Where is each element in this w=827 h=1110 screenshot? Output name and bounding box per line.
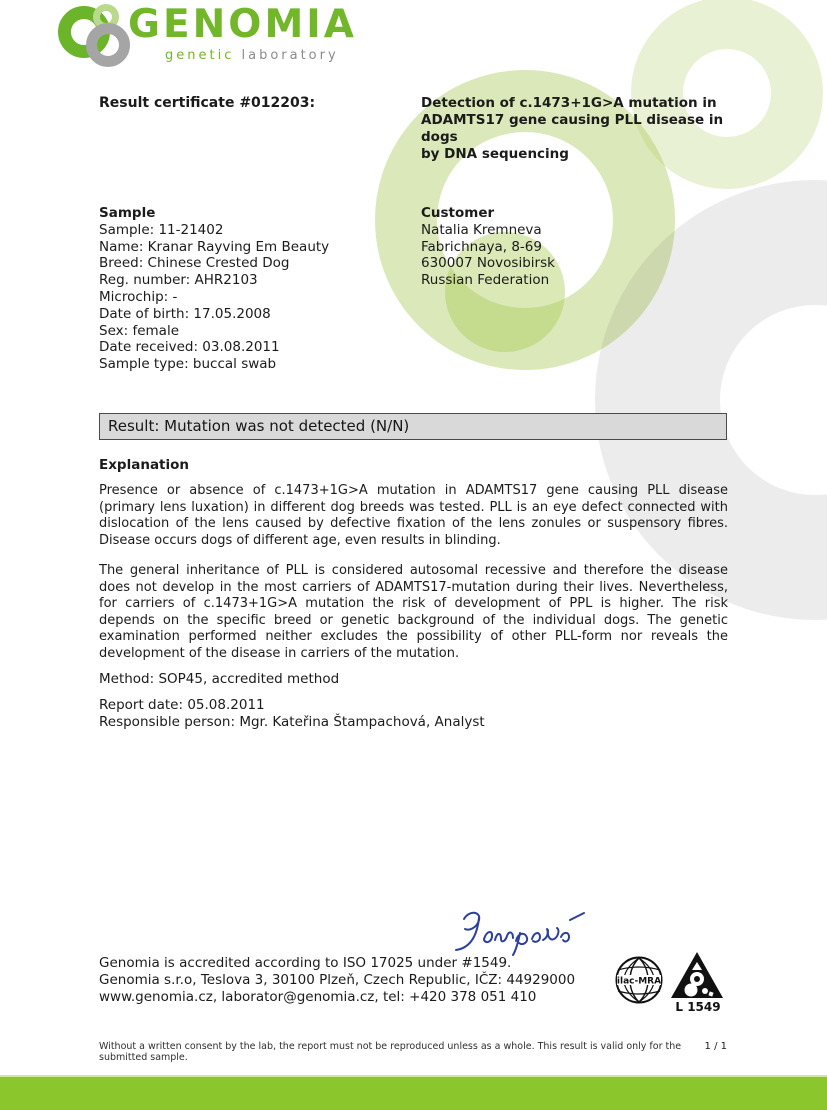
sample-type: Sample type: buccal swab — [99, 356, 277, 373]
explanation-paragraph-1: Presence or absence of c.1473+1G>A mutation in ADAMTS17 gene causing PLL disease (primary lens luxation) in different dog breeds was tested. PLL is an eye defect connected with dislocation of the lens caused by defective fixation of the lens zonules or suspensory fibres. Disease occurs dogs of different age, even results in blinding. — [99, 483, 728, 548]
footer-accreditation-line: Genomia is accredited according to ISO 17025 under #1549. — [99, 955, 512, 971]
test-title-line: by DNA sequencing — [421, 146, 569, 162]
logo-subtitle — [165, 48, 339, 63]
explanation-paragraph-2: The general inheritance of PLL is considered autosomal recessive and therefore the disease does not develop in the most carriers of ADAMTS17-mutation during their lives. Nevertheless, for carriers of c.1473+1G>A mutation the risk of development of PPL is higher. The risk depends on the specific breed or genetic background of the individual dogs. The genetic examination performed neither excludes the possibility of other PLL-form nor reveals the development of the disease in carriers of the mutation. — [99, 563, 728, 661]
footer-contact-line: www.genomia.cz, laborator@genomia.cz, tel: +420 378 051 410 — [99, 989, 537, 1006]
customer-name: Natalia Kremneva — [421, 221, 542, 238]
disclaimer-row — [99, 1041, 727, 1063]
method-line: Method: SOP45, accredited method — [99, 671, 340, 687]
customer-city: 630007 Novosibirsk — [421, 255, 555, 272]
disclaimer-text: Without a written consent by the lab, the report must not be reproduced unless as a whole. This result is valid only for the submitted sample. — [99, 1041, 682, 1063]
sample-section — [99, 205, 409, 373]
test-description-title — [421, 95, 741, 163]
cia-accreditation-icon — [669, 950, 731, 1014]
logo-subtitle-laboratory: laboratory — [241, 48, 339, 63]
page-number: 1 / 1 — [704, 1041, 727, 1052]
logo-subtitle-genetic: genetic — [165, 48, 235, 63]
certificate-number-title: Result certificate #012203: — [99, 95, 316, 111]
responsible-person-line: Responsible person: Mgr. Kateřina Štampachová, Analyst — [99, 714, 485, 730]
accreditation-logos — [614, 950, 754, 1015]
sample-microchip: Microchip: - — [99, 288, 178, 305]
sample-heading: Sample — [99, 205, 156, 221]
footer-company-line: Genomia s.r.o, Teslova 3, 30100 Plzeň, Czech Republic, IČZ: 44929000 — [99, 972, 576, 989]
customer-country: Russian Federation — [421, 272, 550, 289]
customer-heading: Customer — [421, 205, 495, 221]
customer-street: Fabrichnaya, 8-69 — [421, 238, 542, 255]
result-banner: Result: Mutation was not detected (N/N) — [99, 413, 727, 440]
sample-date-received: Date received: 03.08.2011 — [99, 339, 280, 356]
test-title-line: ADAMTS17 gene causing PLL disease in dogs — [421, 112, 724, 145]
genomia-logo — [58, 2, 388, 72]
logo-wordmark: GENOMIA — [128, 2, 357, 47]
customer-section — [421, 205, 721, 289]
sample-id: Sample: 11-21402 — [99, 221, 224, 238]
sample-breed: Breed: Chinese Crested Dog — [99, 255, 290, 272]
analyst-signature — [448, 908, 590, 956]
footer-info — [99, 955, 575, 1007]
ilac-mra-icon — [614, 955, 664, 1005]
sample-sex: Sex: female — [99, 322, 180, 339]
report-date-line: Report date: 05.08.2011 — [99, 697, 265, 713]
logo-gray-ring-icon — [86, 23, 130, 67]
sample-name: Name: Kranar Rayving Em Beauty — [99, 238, 330, 255]
explanation-heading: Explanation — [99, 457, 190, 473]
bottom-green-bar — [0, 1075, 827, 1110]
svg-text:ilac-MRA: ilac-MRA — [616, 976, 662, 987]
sample-reg-number: Reg. number: AHR2103 — [99, 272, 258, 289]
sample-date-of-birth: Date of birth: 17.05.2008 — [99, 305, 271, 322]
test-title-line: Detection of c.1473+1G>A mutation in — [421, 95, 717, 111]
svg-text:L 1549: L 1549 — [675, 1000, 721, 1014]
